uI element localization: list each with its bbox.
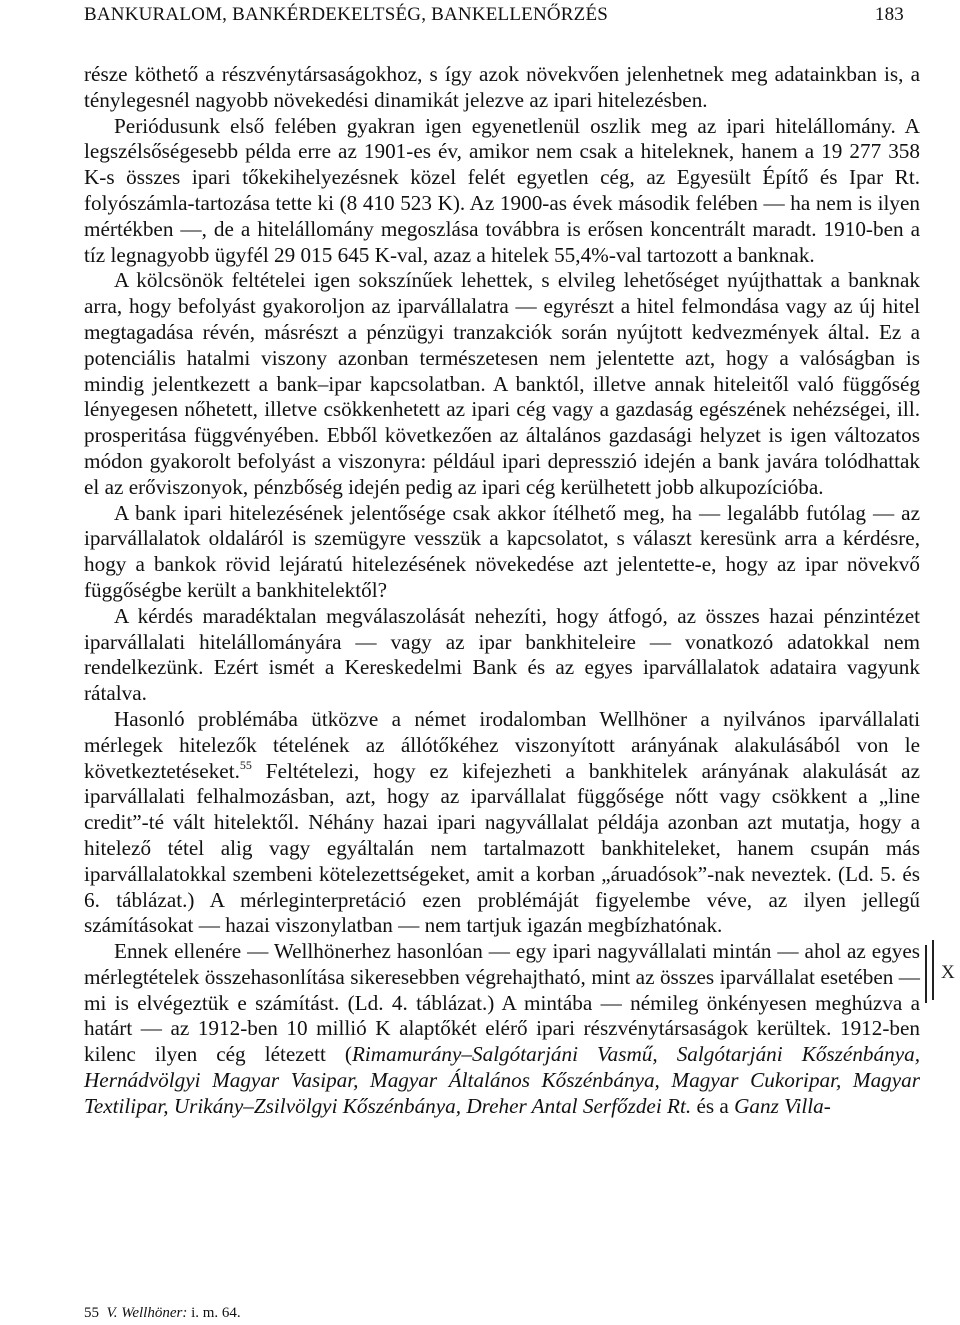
page-number: 183 — [874, 4, 904, 25]
paragraph-3: A kölcsönök feltételei igen sokszínűek lehettek, s elvileg lehetőséget nyújthattak a banknak arra, hogy befolyást gyakoroljon az iparvállalatra — egyrészt a hitel felmondása vagy az új hitel megtagadása révén, másrészt a pénzügyi tranzakciók során nyújtott kedvezmények által. Ez a potenciális hatalmi viszony azonban természetesen nem jelentette azt, hogy a valóságban is mindig jelentkezett a bank–ipar kapcsolatban. A banktól, illetve annak hiteleitől való függőség lényegesen nőhetett, illetve csökkenhetett az ipari cég vagy a gazdaság egészének nehézségei, ill. prosperitása függvényében. Ebből következően az általános gazdasági helyzet is igen változatos módon gyakorolt befolyást a viszonyra: például ipari depresszió idején a bank javára tolódhattak el az erőviszonyok, pénzbőség idején pedig az ipari cég kerülhetett jobb alkupozícióba. — [84, 268, 920, 499]
paragraph-6 — [84, 707, 920, 939]
margin-bar-left — [925, 945, 927, 1003]
footnote-author: V. Wellhöner: — [106, 1305, 188, 1321]
company-name-continued: Ganz Villa- — [734, 1093, 831, 1118]
body-text — [84, 62, 920, 1120]
company-list: Rimamurány–Salgótarjáni Vasmű, Salgótarjáni Kőszénbánya, Hernádvölgyi Magyar Vasipar, Magyar Általános Kőszénbánya, Magyar Cukoripar, Magyar Textilipar, Urikány–Zsilvölgyi Kőszénbánya, Dreher Antal Serfőzdei Rt. — [84, 1042, 920, 1118]
paragraph-2: Periódusunk első felében gyakran igen egyenetlenül oszlik meg az ipari hitelállomány. A legszélsőségesebb példa erre az 1901-es év, amikor nem csak a hiteleknek, hanem a 19 277 358 K-s összes ipari tőkekihelyezésnek közel felét egyetlen cég, az Egyesült Építő és Ipar Rt. folyószámla-tartozása tette ki (8 410 523 K). Az 1900-as évek második felében — ha nem is ilyen mértékben —, de a hitelállomány megoszlása továbbra is erősen koncentrált maradt. 1910-ben a tíz legnagyobb ügyfél 29 015 645 K-val, azaz a hitelek 55,4%-val tartozott a banknak. — [84, 113, 920, 267]
paragraph-6-part-b: Feltételezi, hogy ez kifejezheti a bankhitelek arányának alakulását az iparvállalati felhalmozásban, azt, hogy az iparvállalat függősége nőtt vagy csökkent a „line credit”-té vált hitelektől. Néhány hazai ipari nagyvállalat példája azonban azt mutatja, hogy a hitelező tétel alig vagy egyáltalán nem tartalmazott bankhiteleket, hanem csupán más iparvállalatokkal szembeni kötelezettségeket, amit a korban „áruadósok”-nak neveztek. (Ld. 5. és 6. táblázat.) A mérleginterpretáció ezen problémáját figyelembe véve, az ilyen jellegű számításokat — hazai viszonylatban — nem tartjuk igazán megbízhatónak. — [84, 758, 920, 938]
paragraph-5: A kérdés maradéktalan megválaszolását nehezíti, hogy átfogó, az összes hazai pénzintézet iparvállalati hitelállományára — vagy az ipar bankhiteleire — vonatkozó adatokkal nem rendelkezünk. Ezért ismét a Kereskedelmi Bank és az egyes iparvállalatok adataira vagyunk rátalva. — [84, 603, 920, 706]
footnote-reference: 55 — [239, 757, 252, 772]
paragraph-1: része köthető a részvénytársaságokhoz, s így azok növekvően jelenhetnek meg adatainkban is, a ténylegesnél nagyobb növekedési dinamikát jelezve az ipari hitelezésben. — [84, 62, 920, 112]
paragraph-7 — [84, 939, 920, 1120]
footnote — [84, 1305, 241, 1322]
margin-mark: X — [941, 962, 955, 983]
footnote-text: i. m. 64. — [187, 1305, 241, 1321]
margin-bar-right — [932, 940, 934, 1000]
footnote-number: 55 — [84, 1305, 99, 1321]
running-title: BANKURALOM, BANKÉRDEKELTSÉG, BANKELLENŐRZÉS — [84, 4, 609, 25]
paragraph-7-part-a: Ennek ellenére — Wellhönerhez hasonlóan — egy ipari nagyvállalati mintán — ahol az egyes mérlegtételek összehasonlítása sikeresebben végrehajtható, mint az összes iparvállalat esetében — mi is elvégeztük e számítást. (Ld. 4. táblázat.) A mintába — némileg önkényesen meghúzva a határt — az 1912-ben 10 millió K alaptőkét elérő ipari részvénytársaságok kerültek. 1912-ben kilenc ilyen cég létezett ( — [84, 939, 920, 1067]
paragraph-6-part-a: Hasonló problémába ütközve a német irodalomban Wellhöner a nyilvános iparvállalati mérlegek hitelezők tételének az állótőkéhez viszonyított arányának alakulásából von le következtetéseket. — [84, 706, 920, 783]
running-header — [84, 4, 904, 30]
paragraph-7-part-b: és a — [691, 1093, 735, 1118]
paragraph-4: A bank ipari hitelezésének jelentősége csak akkor ítélhető meg, ha — legalább futólag — az iparvállalatok oldaláról is szemügyre vesszük a kapcsolatot, s választ keresünk arra a kérdésre, hogy a bankok rövid lejáratú hitelezésének növekedése azt jelentette-e, hogy az ipar növekvő függőségbe került a bankhitelektől? — [84, 500, 920, 602]
